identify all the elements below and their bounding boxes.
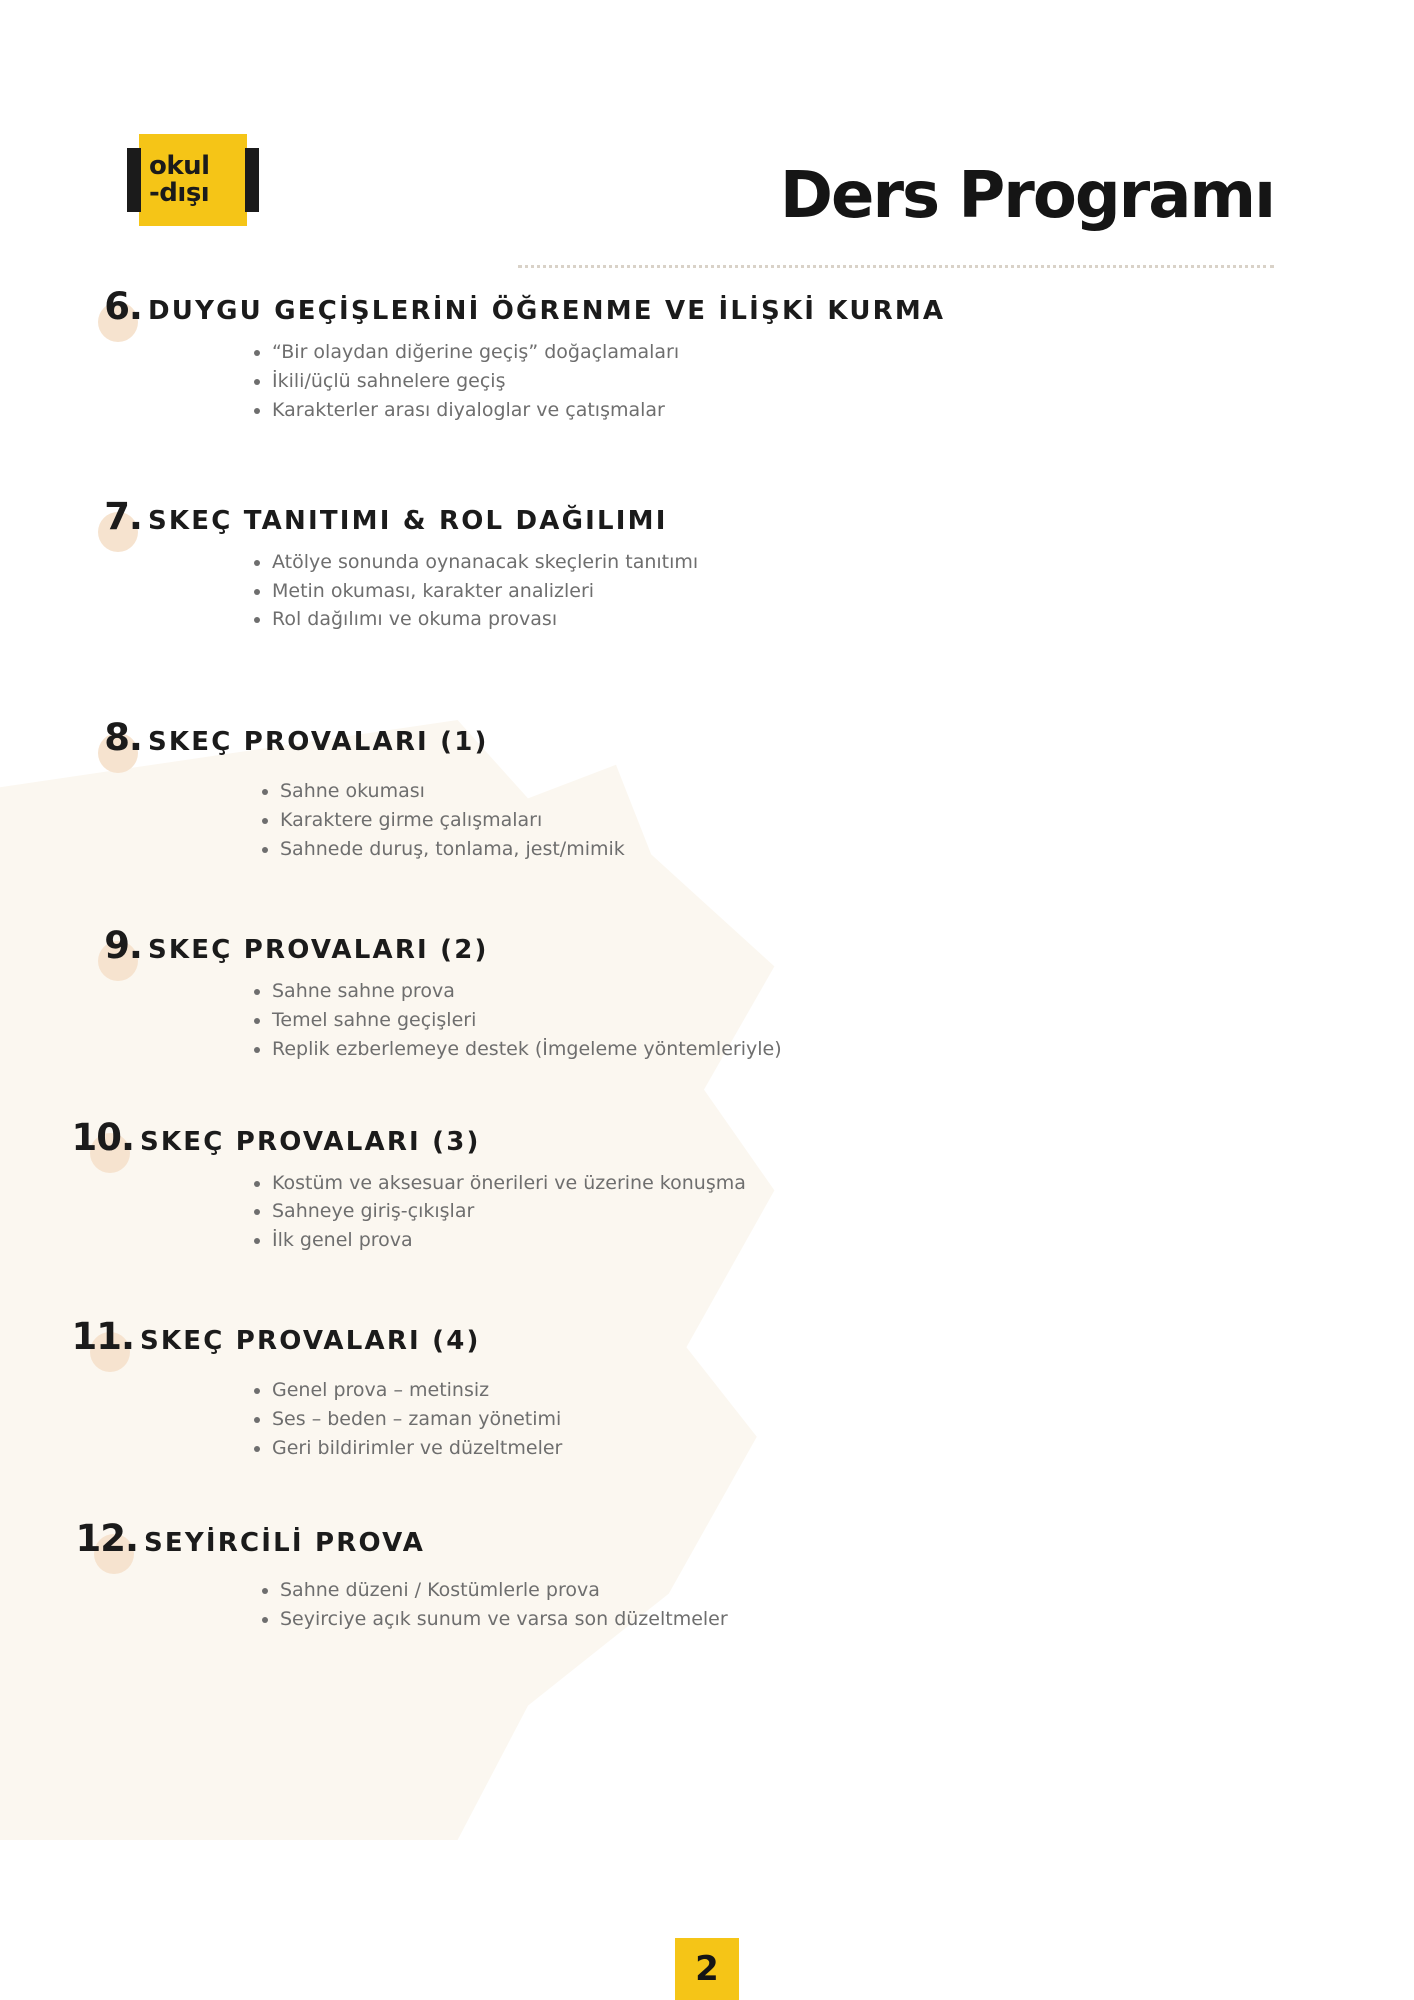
section-6 <box>0 285 1414 425</box>
section-9 <box>0 924 1414 1064</box>
section-8-number: 8. <box>104 716 142 760</box>
section-11-head <box>0 1315 1414 1358</box>
section-10 <box>0 1116 1414 1256</box>
section-12 <box>0 1517 1414 1634</box>
logo-line-1: okul <box>149 150 210 181</box>
section-7-number: 7. <box>104 494 142 538</box>
section-9-bullets <box>250 977 1414 1064</box>
section-9-number-wrap <box>56 924 148 967</box>
section-7-title: SKEÇ TANITIMI & ROL DAĞILIMI <box>148 505 668 536</box>
list-item: Genel prova – metinsiz <box>250 1376 1414 1405</box>
section-9-number: 9. <box>104 923 142 967</box>
section-11 <box>0 1315 1414 1463</box>
list-item: Karaktere girme çalışmaları <box>258 806 1414 835</box>
section-10-head <box>0 1116 1414 1159</box>
list-item: Geri bildirimler ve düzeltmeler <box>250 1434 1414 1463</box>
list-item: İkili/üçlü sahnelere geçiş <box>250 367 1414 396</box>
list-item: Sahne sahne prova <box>250 977 1414 1006</box>
list-item: Kostüm ve aksesuar önerileri ve üzerine konuşma <box>250 1169 1414 1198</box>
section-10-title: SKEÇ PROVALARI (3) <box>140 1126 481 1157</box>
section-8-title: SKEÇ PROVALARI (1) <box>148 727 489 758</box>
section-9-head <box>0 924 1414 967</box>
section-12-title: SEYİRCİLİ PROVA <box>144 1527 426 1558</box>
list-item: Rol dağılımı ve okuma provası <box>250 605 1414 634</box>
section-11-bullets <box>250 1376 1414 1463</box>
section-6-title: DUYGU GEÇİŞLERİNİ ÖĞRENME VE İLİŞKİ KURMA <box>148 296 946 326</box>
list-item: Sahne düzeni / Kostümlerle prova <box>258 1576 1414 1605</box>
logo-line-2: -dışı <box>149 178 210 208</box>
list-item: Atölye sonunda oynanacak skeçlerin tanıtımı <box>250 548 1414 577</box>
section-12-head <box>0 1517 1414 1560</box>
section-11-number-wrap <box>48 1315 140 1358</box>
section-10-number-wrap <box>48 1116 140 1159</box>
list-item: Karakterler arası diyaloglar ve çatışmalar <box>250 396 1414 425</box>
section-6-number-wrap <box>56 285 148 328</box>
list-item: Replik ezberlemeye destek (İmgeleme yöntemleriyle) <box>250 1035 1414 1064</box>
logo <box>139 134 247 226</box>
list-item: Ses – beden – zaman yönetimi <box>250 1405 1414 1434</box>
section-6-head <box>0 285 1414 328</box>
list-item: İlk genel prova <box>250 1226 1414 1255</box>
list-item: Sahneye giriş-çıkışlar <box>250 1197 1414 1226</box>
section-10-number: 10. <box>71 1115 134 1159</box>
list-item: Sahne okuması <box>258 777 1414 806</box>
section-7-bullets <box>250 548 1414 635</box>
list-item: Seyirciye açık sunum ve varsa son düzeltmeler <box>258 1605 1414 1634</box>
section-8 <box>0 716 1414 864</box>
section-11-title: SKEÇ PROVALARI (4) <box>140 1326 481 1357</box>
section-11-number: 11. <box>71 1315 134 1359</box>
page-title: Ders Programı <box>779 159 1274 233</box>
section-8-number-wrap <box>56 716 148 759</box>
list-item: Metin okuması, karakter analizleri <box>250 577 1414 606</box>
list-item: “Bir olaydan diğerine geçiş” doğaçlamaları <box>250 338 1414 367</box>
section-12-number-wrap <box>52 1517 144 1560</box>
dotted-divider <box>518 262 1274 268</box>
page-number-badge: 2 <box>675 1938 739 2000</box>
section-7-number-wrap <box>56 495 148 538</box>
section-7-head <box>0 495 1414 538</box>
section-12-number: 12. <box>75 1516 138 1560</box>
page-header <box>0 0 1414 233</box>
section-9-title: SKEÇ PROVALARI (2) <box>148 934 489 965</box>
list-item: Sahnede duruş, tonlama, jest/mimik <box>258 835 1414 864</box>
section-7 <box>0 495 1414 635</box>
section-10-bullets <box>250 1169 1414 1256</box>
section-12-bullets <box>258 1576 1414 1634</box>
section-8-bullets <box>258 777 1414 864</box>
section-6-number: 6. <box>104 285 142 328</box>
section-8-head <box>0 716 1414 759</box>
section-6-bullets <box>250 338 1414 425</box>
list-item: Temel sahne geçişleri <box>250 1006 1414 1035</box>
curriculum-sections <box>0 285 1414 1634</box>
